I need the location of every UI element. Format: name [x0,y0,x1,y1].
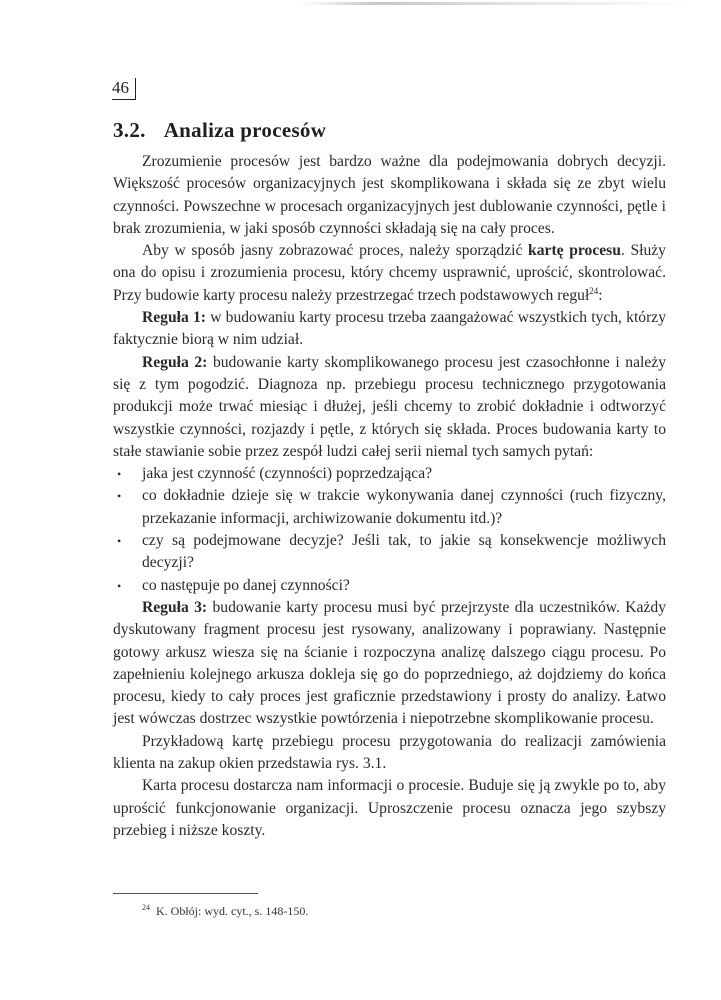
list-item [113,575,666,597]
rule-text: w budowaniu karty procesu trzeba zaangażować wszystkich tych, którzy faktycznie biorą w nim udział. [113,309,666,349]
list-item [113,530,666,575]
rule-text: budowanie karty skomplikowanego procesu jest czasochłonne i należy się z tym pogodzić. Diagnoza np. przebiegu procesu technicznego przygotowania produkcji może trwać miesiąc i dłużej, jeśli chcemy to zrobić dokładnie i odtworzyć wszystkie czynności, rozjazdy i pętle, z których się składa. Proces budowania karty to stałe stawianie sobie przez zespół ludzi całej serii niemal tych samych pytań: [113,353,666,460]
rule-paragraph [113,307,666,352]
bullet-icon: • [117,467,122,482]
rule-paragraph [113,352,666,463]
text-run: Aby w sposób jasny zobrazować proces, należy sporządzić [142,242,529,260]
paragraph: Zrozumienie procesów jest bardzo ważne dla podejmowania dobrych decyzji. Większość procesów organizacyjnych jest skomplikowana i składa się ze zbyt wielu czynności. Powszechne w procesach organizacyjnych jest dublowanie czynności, pętle i brak zrozumienia, w jaki sposób czynności składają się na cały proces. [113,153,666,237]
list-item-text: jaka jest czynność (czynności) poprzedzająca? [142,465,433,483]
list-item [113,485,666,530]
footnote-text: K. Obłój: wyd. cyt., s. 148-150. [156,904,309,918]
section-number: 3.2. [113,118,146,142]
text-run: : [598,286,603,304]
footnote-reference[interactable]: 24 [589,285,599,296]
paragraph [113,240,666,307]
emphasis-term: kartę procesu [528,242,621,260]
rule-paragraph [113,597,666,731]
footnote-marker: 24 [142,903,150,912]
body-text [113,151,666,842]
footnote [142,903,308,919]
page-number: 46 [112,78,136,100]
rule-label: Reguła 2: [142,353,208,371]
rule-label: Reguła 3: [142,598,208,616]
list-item-text: co następuje po danej czynności? [142,576,350,594]
scan-artifact [300,2,690,5]
question-list [113,463,666,597]
rule-text: budowanie karty procesu musi być przejrzyste dla uczestników. Każdy dyskutowany fragment procesu jest rysowany, analizowany i poprawiany. Następnie gotowy arkusz wiesza się na ścianie i rozpoczyna analizę dalszego ciągu procesu. Po zapełnieniu kolejnego arkusza dokleja się go do poprzedniego, aż dojdziemy do końca procesu, kiedy to cały proces jest graficznie przedstawiony i prosty do analizy. Łatwo jest wówczas dostrzec wszystkie powtórzenia i niepotrzebne skomplikowanie procesu. [113,598,666,728]
list-item-text: co dokładnie dzieje się w trakcie wykonywania danej czynności (ruch fizyczny, przekazanie informacji, archiwizowanie dokumentu itd.)? [142,487,666,527]
list-item-text: czy są podejmowane decyzje? Jeśli tak, to jakie są konsekwencje możliwych decyzji? [142,532,666,572]
text-run: . Służy ona do opisu i zrozumienia procesu, który chcemy usprawnić, uprościć, skontrolować. Przy budowie karty procesu należy przestrzegać trzech podstawowych reguł [113,242,666,304]
section-title: Analiza procesów [163,118,327,142]
bullet-icon: • [117,578,122,593]
bullet-icon: • [117,534,122,549]
list-item [113,463,666,485]
paragraph: Karta procesu dostarcza nam informacji o procesie. Buduje się ją zwykle po to, aby uprościć funkcjonowanie organizacji. Uproszczenie procesu oznacza jego szybszy przebieg i niższe koszty. [113,777,666,839]
section-heading [113,118,326,143]
footnote-divider [113,893,258,894]
rule-label: Reguła 1: [142,309,206,327]
paragraph: Przykładową kartę przebiegu procesu przygotowania do realizacji zamówienia klienta na zakup okien przedstawia rys. 3.1. [113,732,666,773]
bullet-icon: • [117,489,122,504]
